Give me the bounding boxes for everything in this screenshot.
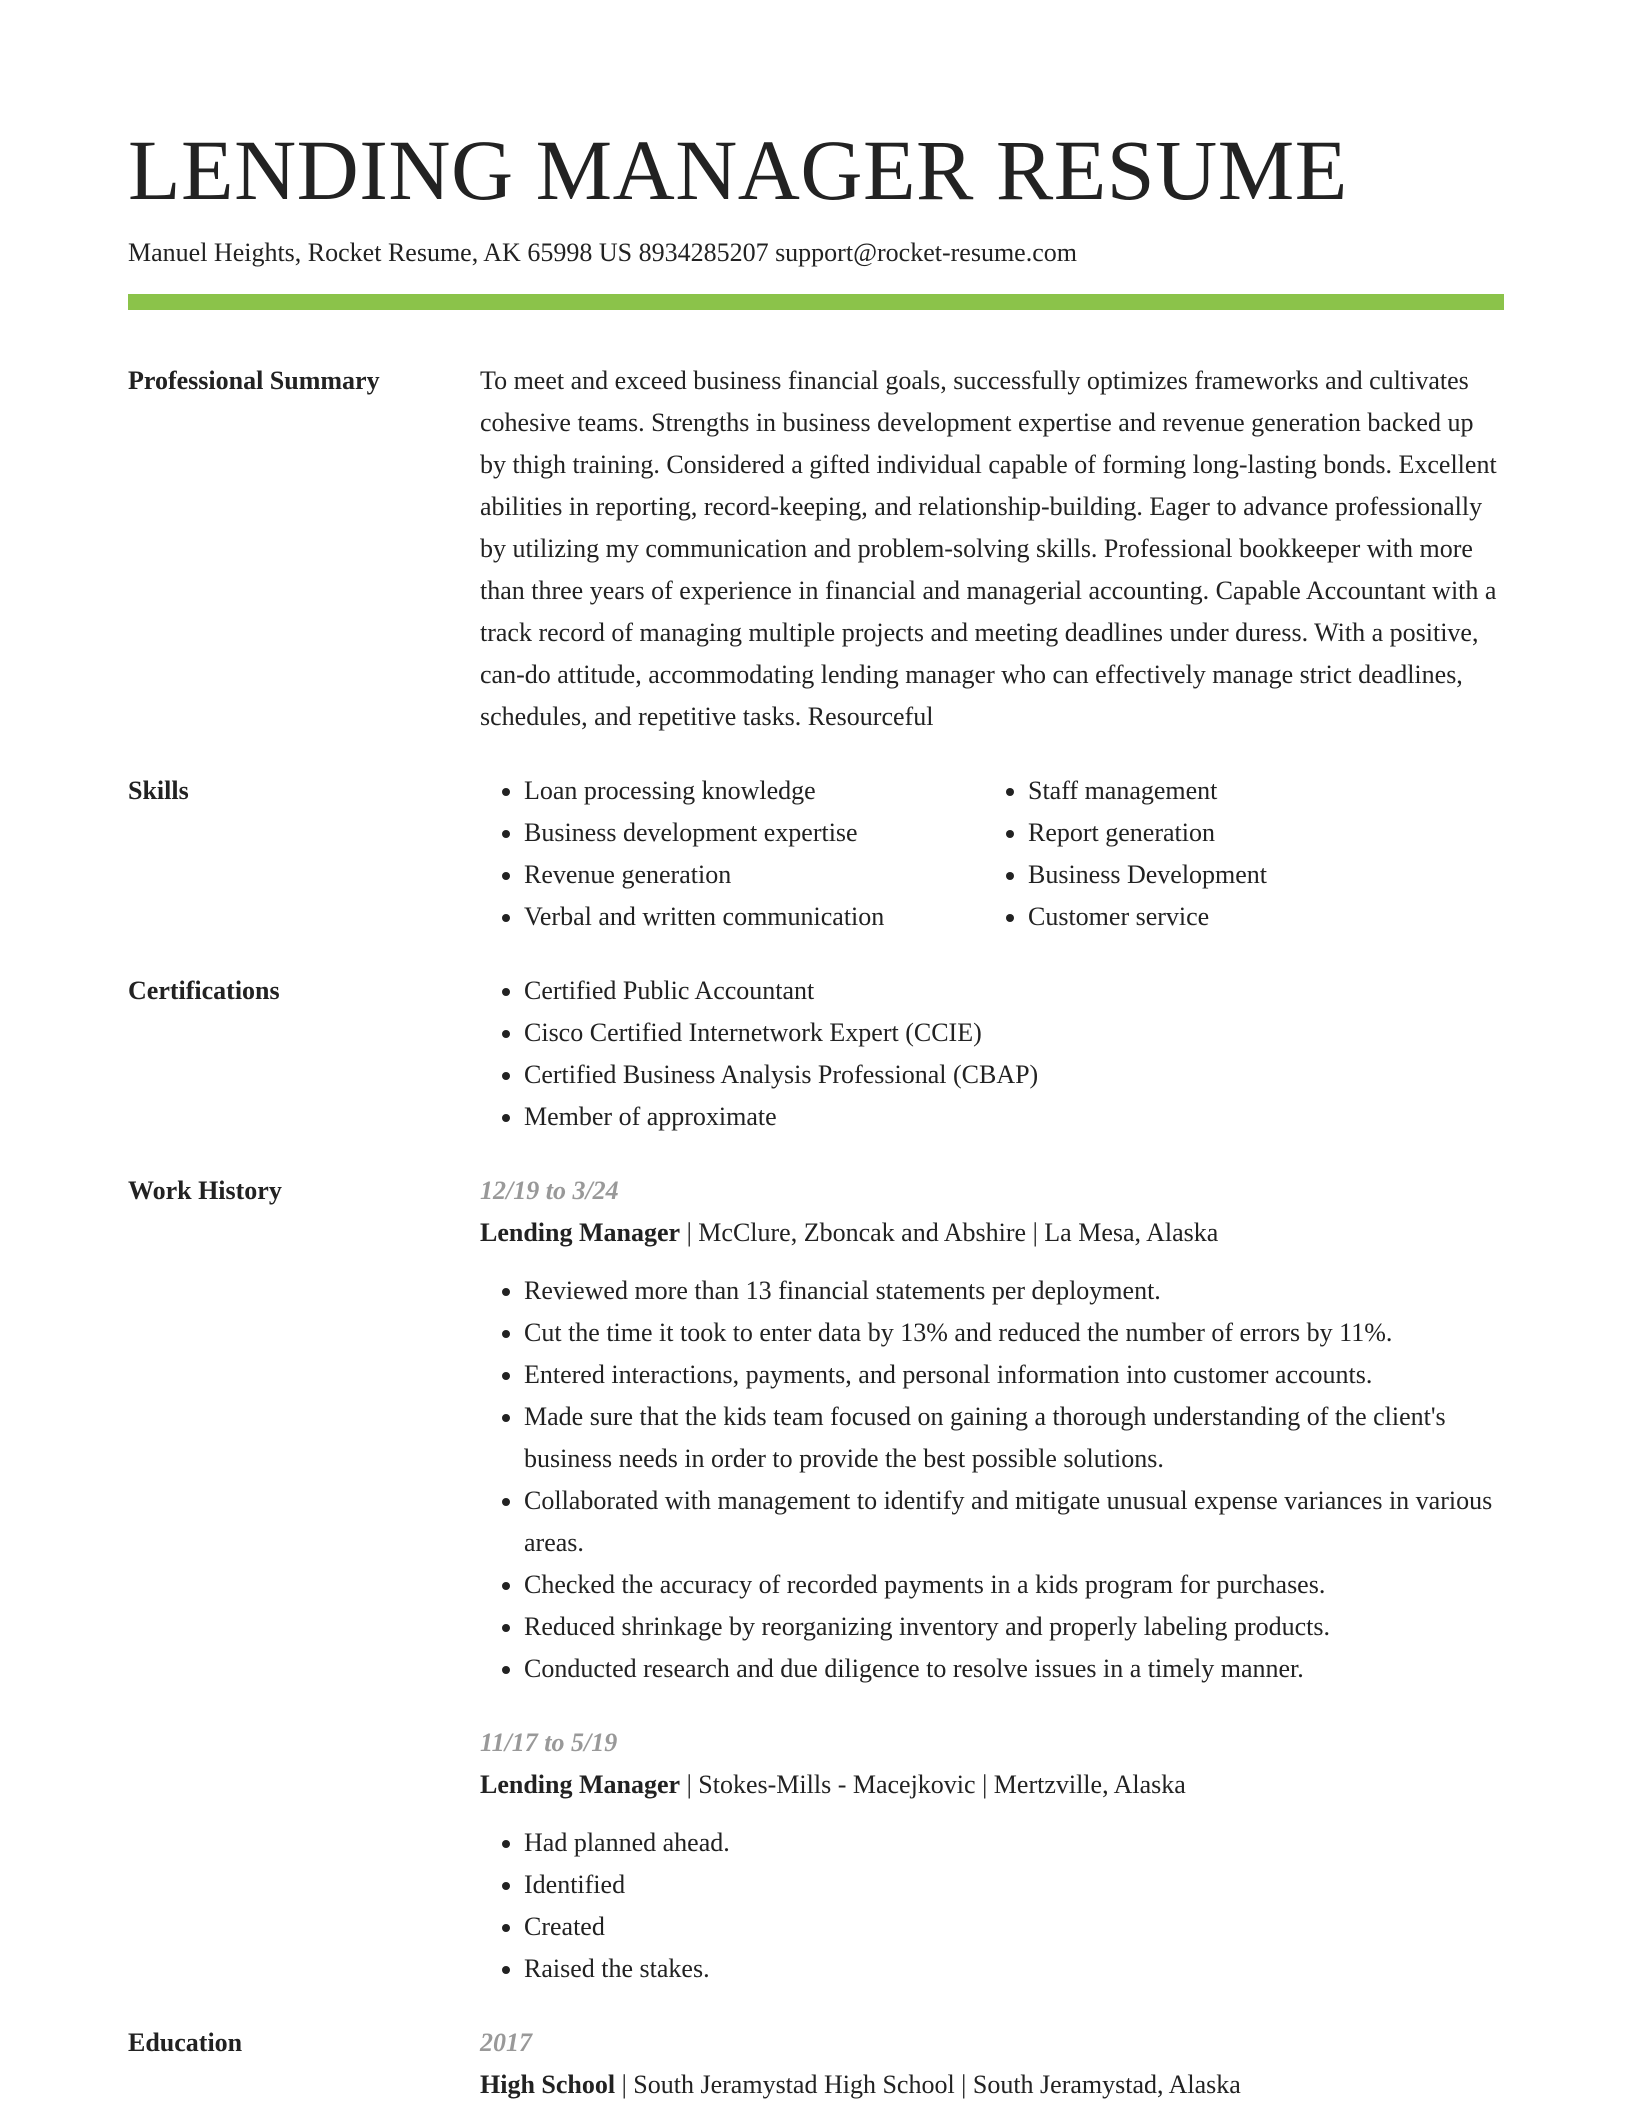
skill-item: • Report generation (1028, 812, 1504, 854)
education-type: High School (480, 2070, 616, 2099)
job-bullets (480, 1822, 1504, 1990)
education-year: 2017 (480, 2028, 532, 2057)
job-bullet: • Checked the accuracy of recorded payments in a kids program for purchases. (524, 1564, 1504, 1606)
job-bullet: • Conducted research and due diligence to resolve issues in a timely manner. (524, 1648, 1504, 1690)
resume-page (128, 0, 1504, 2106)
education-details: | South Jeramystad High School | South Jeramystad, Alaska (615, 2070, 1241, 2099)
summary-text: To meet and exceed business financial goals, successfully optimizes frameworks and cultivates cohesive teams. Strengths in business development expertise and revenue generation backed up by thigh training. Considered a gifted individual capable of forming long-lasting bonds. Excellent abilities in reporting, record-keeping, and relationship-building. Eager to advance professionally by utilizing my communication and problem-solving skills. Professional bookkeeper with more than three years of experience in financial and managerial accounting. Capable Accountant with a track record of managing multiple projects and meeting deadlines under duress. With a positive, can-do attitude, accommodating lending manager who can effectively manage strict deadlines, schedules, and repetitive tasks. Resourceful (480, 366, 1497, 731)
skills-column-2 (984, 770, 1504, 938)
certifications-heading: Certifications (128, 976, 280, 1005)
job-header (480, 1764, 1504, 1806)
certification-item: • Certified Public Accountant (524, 970, 1504, 1012)
education-section (128, 2022, 1504, 2106)
job-bullet: • Identified (524, 1864, 1504, 1906)
job-entry (480, 1170, 1504, 1690)
certifications-section (128, 970, 1504, 1138)
certifications-list (480, 970, 1504, 1138)
job-dates: 11/17 to 5/19 (480, 1728, 618, 1757)
certification-item: • Cisco Certified Internetwork Expert (CCIE) (524, 1012, 1504, 1054)
skills-section (128, 770, 1504, 938)
job-bullet: • Reduced shrinkage by reorganizing inventory and properly labeling products. (524, 1606, 1504, 1648)
skill-item: • Customer service (1028, 896, 1504, 938)
job-title: Lending Manager (480, 1218, 681, 1247)
skills-column-1 (480, 770, 984, 938)
skills-list (480, 770, 1504, 938)
work-history-section (128, 1170, 1504, 1990)
job-details: | McClure, Zboncak and Abshire | La Mesa, Alaska (680, 1218, 1219, 1247)
work-history-heading: Work History (128, 1176, 282, 1205)
job-bullet: • Reviewed more than 13 financial statements per deployment. (524, 1270, 1504, 1312)
education-heading: Education (128, 2028, 243, 2057)
job-dates: 12/19 to 3/24 (480, 1176, 619, 1205)
skill-item: • Business development expertise (524, 812, 984, 854)
job-bullet: • Made sure that the kids team focused on gaining a thorough understanding of the client's business needs in order to provide the best possible solutions. (524, 1396, 1504, 1480)
skill-item: • Verbal and written communication (524, 896, 984, 938)
job-bullet: • Had planned ahead. (524, 1822, 1504, 1864)
job-bullet: • Raised the stakes. (524, 1948, 1504, 1990)
skill-item: • Loan processing knowledge (524, 770, 984, 812)
job-header (480, 1212, 1504, 1254)
job-bullet: • Created (524, 1906, 1504, 1948)
skill-item: • Revenue generation (524, 854, 984, 896)
education-entry (480, 2064, 1504, 2106)
certification-item: • Member of approximate (524, 1096, 1504, 1138)
job-details: | Stokes-Mills - Macejkovic | Mertzville, Alaska (680, 1770, 1186, 1799)
job-bullet: • Collaborated with management to identify and mitigate unusual expense variances in various areas. (524, 1480, 1504, 1564)
job-bullets (480, 1270, 1504, 1690)
skill-item: • Staff management (1028, 770, 1504, 812)
accent-divider (128, 294, 1504, 310)
job-title: Lending Manager (480, 1770, 681, 1799)
resume-title: LENDING MANAGER RESUME (128, 122, 1348, 218)
skills-heading: Skills (128, 776, 189, 805)
summary-section (128, 360, 1504, 738)
certification-item: • Certified Business Analysis Professional (CBAP) (524, 1054, 1504, 1096)
job-entry (480, 1722, 1504, 1990)
contact-line: Manuel Heights, Rocket Resume, AK 65998 US 8934285207 support@rocket-resume.com (128, 238, 1077, 267)
job-bullet: • Cut the time it took to enter data by 13% and reduced the number of errors by 11%. (524, 1312, 1504, 1354)
job-bullet: • Entered interactions, payments, and personal information into customer accounts. (524, 1354, 1504, 1396)
skill-item: • Business Development (1028, 854, 1504, 896)
summary-heading: Professional Summary (128, 366, 380, 395)
